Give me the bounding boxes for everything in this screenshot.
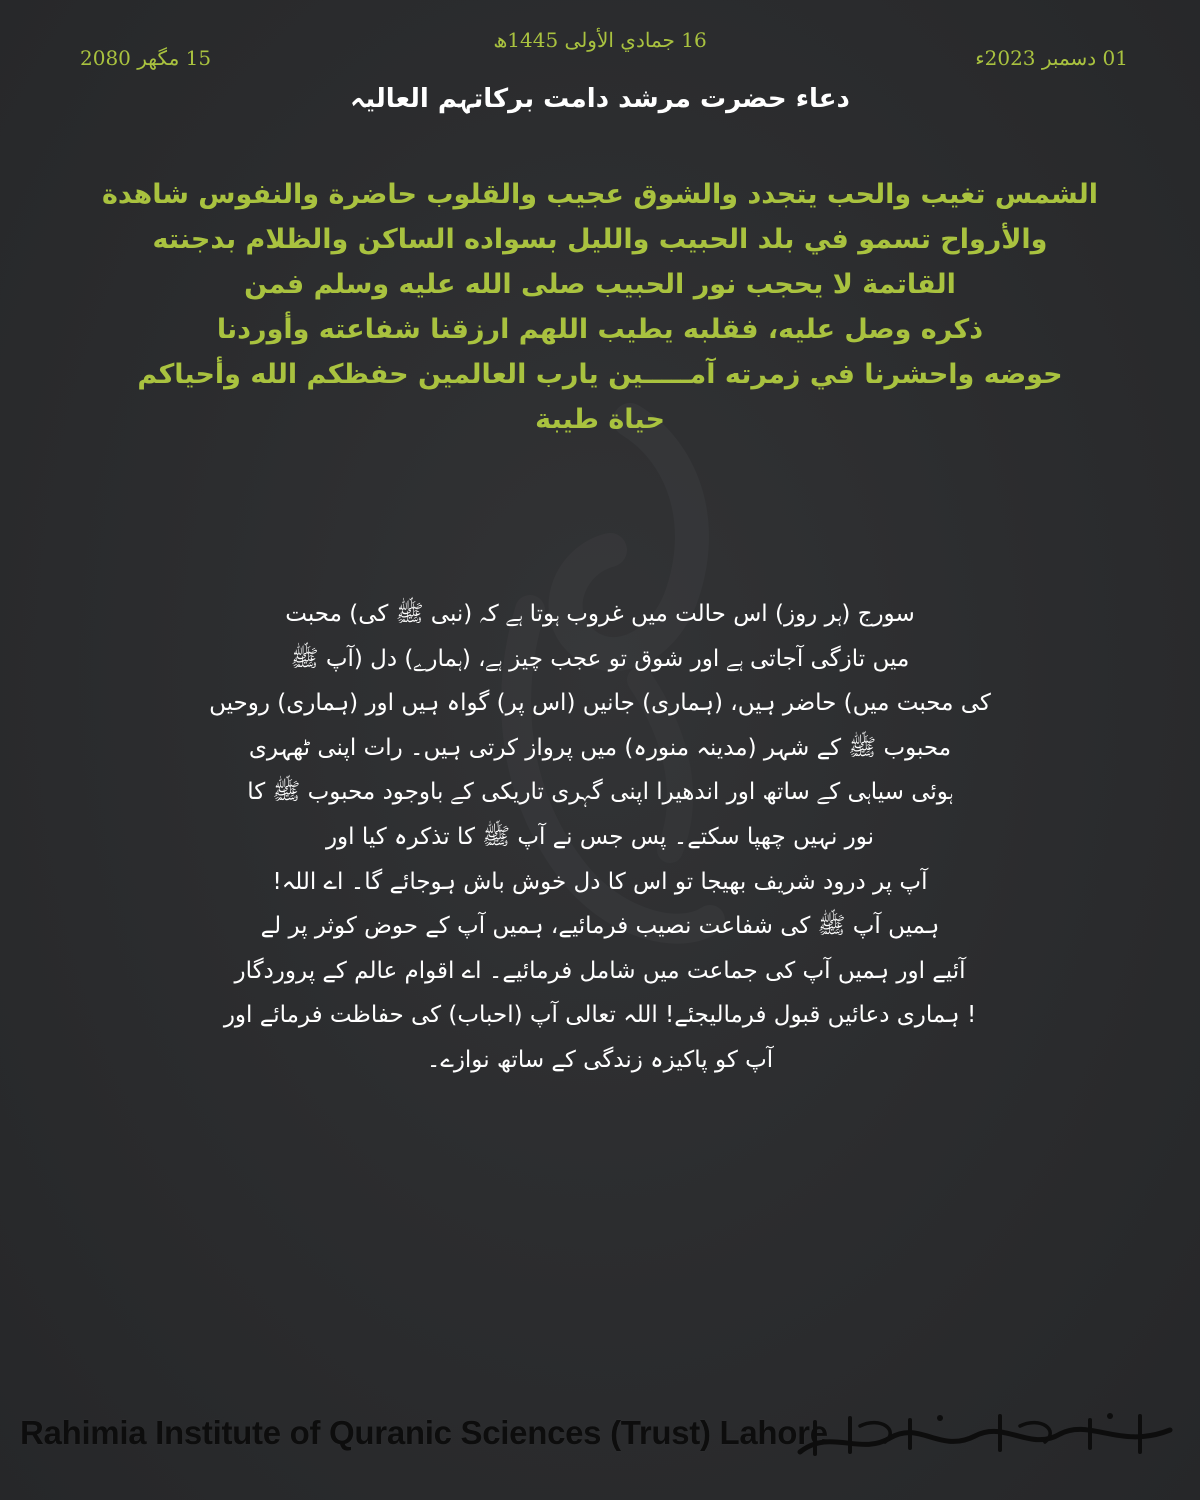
page-title: دعاء حضرت مرشد دامت برکاتہم العالیہ: [350, 84, 850, 114]
arabic-line: والأرواح تسمو في بلد الحبيب والليل بسواده الساكن والظلام بدجنته: [152, 224, 1048, 255]
urdu-line: نور نہیں چھپا سکتے۔ پس جس نے آپ ﷺ کا تذکرہ کیا اور: [325, 823, 875, 850]
institute-name: Rahimia Institute of Quranic Sciences (Trust) Lahore: [20, 1414, 828, 1451]
footer: [0, 1400, 1200, 1480]
urdu-line: کی محبت میں) حاضر ہیں، (ہماری) جانیں (اس پر) گواہ ہیں اور (ہماری) روحیں: [209, 690, 991, 717]
bikrami-date: 15 مگھر 2080: [80, 46, 212, 70]
urdu-line: ! ہماری دعائیں قبول فرمالیجئے! اللہ تعالی آپ (احباب) کی حفاظت فرمائے اور: [223, 1002, 977, 1029]
urdu-line: آئیے اور ہمیں آپ کی جماعت میں شامل فرمائیے۔ اے اقوام عالم کے پروردگار: [234, 957, 966, 984]
gregorian-date: 01 دسمبر 2023ء: [975, 46, 1128, 70]
urdu-line: محبوب ﷺ کے شہر (مدینہ منورہ) میں پرواز کرتی ہیں۔ رات اپنی ٹھہری: [248, 734, 952, 761]
hijri-date: 16 جمادي الأولى 1445ھ: [493, 28, 707, 52]
arabic-line: حياة طيبة: [535, 404, 665, 435]
urdu-line: آپ کو پاکیزہ زندگی کے ساتھ نوازے۔: [426, 1046, 774, 1073]
urdu-line: میں تازگی آجاتی ہے اور شوق تو عجب چیز ہے، (ہمارے) دل (آپ ﷺ: [290, 645, 910, 672]
urdu-translation: [200, 592, 1000, 1083]
urdu-line: ہمیں آپ ﷺ کی شفاعت نصیب فرمائیے، ہمیں آپ کے حوض کوثر پر لے: [260, 913, 940, 940]
arabic-line: حوضه واحشرنا في زمرته آمـــــين يارب العالمين حفظكم الله وأحياكم: [137, 359, 1063, 390]
arabic-line: الشمس تغيب والحب يتجدد والشوق عجيب والقلوب حاضرة والنفوس شاهدة: [101, 179, 1099, 210]
urdu-line: سورج (ہر روز) اس حالت میں غروب ہوتا ہے کہ (نبی ﷺ کی) محبت: [285, 601, 915, 627]
institute-logo: [790, 1408, 1180, 1464]
arabic-line: القاتمة لا يحجب نور الحبيب صلى الله عليه وسلم فمن: [244, 269, 956, 300]
arabic-line: ذكره وصل عليه، فقلبه يطيب اللهم ارزقنا شفاعته وأوردنا: [216, 314, 984, 345]
arabic-dua: [80, 172, 1120, 442]
date-header: [0, 0, 1200, 80]
urdu-line: آپ پر درود شریف بھیجا تو اس کا دل خوش باش ہوجائے گا۔ اے اللہ!: [272, 868, 928, 895]
urdu-line: ہوئی سیاہی کے ساتھ اور اندھیرا اپنی گہری تاریکی کے باوجود محبوب ﷺ کا: [247, 779, 953, 806]
